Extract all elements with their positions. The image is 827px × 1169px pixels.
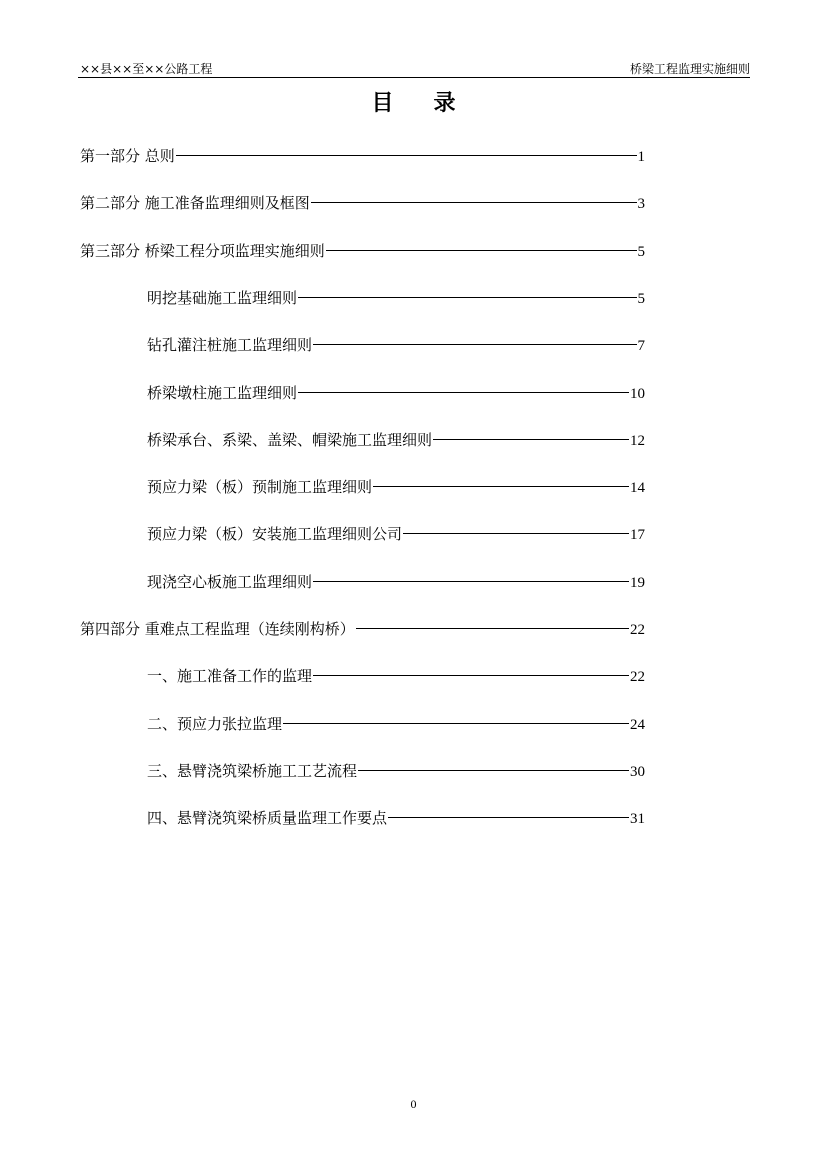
toc-entry[interactable]: [147, 287, 645, 308]
toc-leader-line: [313, 675, 629, 676]
toc-entry-label: 二、预应力张拉监理: [147, 714, 283, 733]
toc-leader-line: [433, 439, 629, 440]
toc-entry[interactable]: [147, 523, 645, 544]
toc-entry[interactable]: [80, 192, 645, 213]
toc-entry[interactable]: [147, 429, 645, 450]
toc-leader-line: [298, 297, 636, 298]
toc-leader-line: [313, 344, 636, 345]
toc-entry-label: 第一部分 总则: [80, 147, 175, 165]
toc-leader-line: [176, 155, 637, 156]
toc-entry-page: 5: [637, 290, 645, 307]
toc-entry-page: 31: [630, 811, 645, 828]
toc-entry-label: 三、悬臂浇筑梁桥施工工艺流程: [147, 761, 358, 780]
toc-leader-line: [283, 723, 629, 724]
toc-entry-page: 17: [630, 527, 645, 544]
toc-entry-page: 22: [630, 669, 645, 686]
toc-leader-line: [298, 392, 629, 393]
toc-entry-label: 第四部分 重难点工程监理（连续刚构桥）: [80, 620, 355, 638]
toc-entry-page: 30: [630, 763, 645, 780]
toc-title: 目录: [371, 90, 496, 116]
toc-leader-line: [356, 628, 629, 629]
footer-page-number: 0: [410, 1097, 417, 1111]
toc-entry[interactable]: [147, 476, 645, 497]
toc-entry-page: 14: [630, 480, 645, 497]
toc-entry-page: 3: [637, 196, 645, 213]
toc-entry-label: 现浇空心板施工监理细则: [147, 572, 313, 591]
toc-entry-label: 预应力梁（板）预制施工监理细则: [147, 478, 373, 497]
toc-entry-label: 一、施工准备工作的监理: [147, 667, 313, 686]
toc-entry-label: 第三部分 桥梁工程分项监理实施细则: [80, 241, 325, 260]
toc-leader-line: [326, 250, 637, 251]
toc-entry-label: 预应力梁（板）安装施工监理细则公司: [147, 525, 403, 544]
toc-entry[interactable]: [147, 382, 645, 403]
header-rule: [78, 77, 750, 78]
toc-entry[interactable]: [147, 760, 645, 781]
toc-entry[interactable]: [147, 713, 645, 734]
toc-leader-line: [313, 581, 629, 582]
toc-entry-page: 22: [630, 622, 645, 638]
toc-entry-label: 桥梁承台、系梁、盖梁、帽梁施工监理细则: [147, 430, 433, 449]
toc-entry-page: 24: [630, 716, 645, 733]
toc-entry-label: 第二部分 施工准备监理细则及框图: [80, 194, 310, 213]
toc-entry-label: 明挖基础施工监理细则: [147, 288, 298, 307]
toc-leader-line: [388, 817, 629, 818]
toc-leader-line: [403, 533, 629, 534]
toc-entry[interactable]: [147, 334, 645, 355]
toc-entry[interactable]: [80, 240, 645, 261]
toc-entry-page: 7: [637, 338, 645, 355]
toc-entry[interactable]: [147, 665, 645, 686]
toc-entry-page: 12: [630, 432, 645, 449]
toc-entry[interactable]: [147, 571, 645, 592]
toc-entry[interactable]: [80, 618, 645, 639]
toc-entry-label: 桥梁墩柱施工监理细则: [147, 383, 298, 402]
toc-entry-label: 四、悬臂浇筑梁桥质量监理工作要点: [147, 809, 388, 828]
toc-leader-line: [358, 770, 629, 771]
page-header-left: ××县××至××公路工程: [80, 62, 213, 76]
toc-entry[interactable]: [80, 145, 645, 166]
toc-entry-label: 钻孔灌注桩施工监理细则: [147, 336, 313, 355]
toc-leader-line: [311, 202, 637, 203]
toc-entry-page: 10: [630, 385, 645, 402]
toc-leader-line: [373, 486, 629, 487]
toc-entry-page: 19: [630, 574, 645, 591]
page-header-right: 桥梁工程监理实施细则: [629, 62, 750, 76]
toc-entry-page: 5: [637, 243, 645, 260]
toc-entry-page: 1: [637, 149, 645, 165]
toc-entry[interactable]: [147, 807, 645, 828]
